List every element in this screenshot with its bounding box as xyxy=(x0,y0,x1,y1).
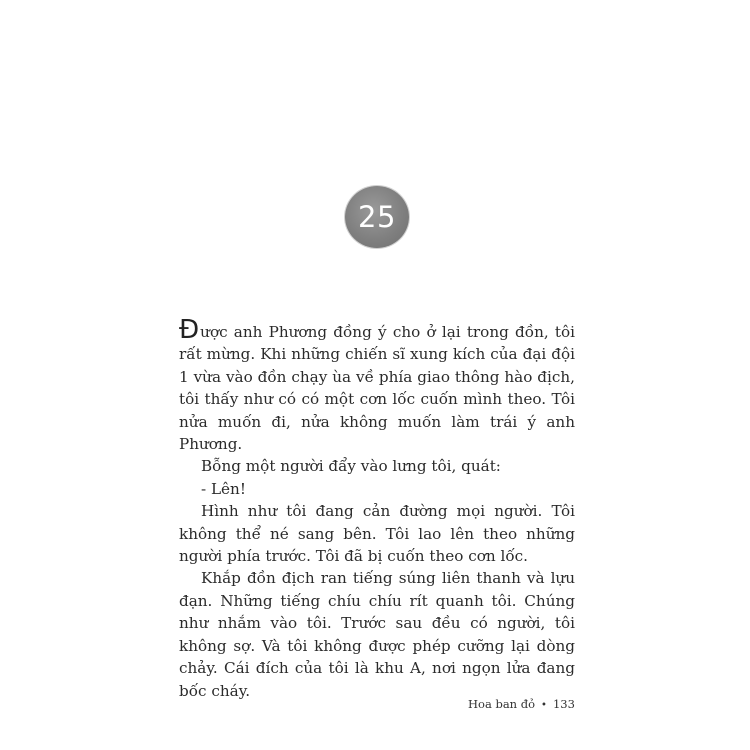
chapter-number-badge xyxy=(345,186,409,248)
chapter-number: 25 xyxy=(358,200,396,234)
chapter-body xyxy=(179,315,575,702)
page-number: 133 xyxy=(552,697,575,711)
running-book-title: Hoa ban đỏ xyxy=(468,697,536,711)
paragraph-1 xyxy=(179,315,575,455)
paragraph-2: Bỗng một người đẩy vào lưng tôi, quát: xyxy=(201,457,501,476)
page-footer xyxy=(468,697,575,711)
paragraph-5: Khắp đồn địch ran tiếng súng liên thanh và lựu đạn. Những tiếng chíu chíu rít quanh tôi. Chúng như nhắm vào tôi. Trước sau đều có người, tôi không sợ. Và tôi không được phép cưỡng lại dòng chảy. Cái đích của tôi là khu A, nơi ngọn lửa đang bốc cháy. xyxy=(179,569,575,700)
paragraph-3: - Lên! xyxy=(201,479,246,498)
footer-separator: • xyxy=(541,700,547,711)
paragraph-4: Hình như tôi đang cản đường mọi người. Tôi không thể né sang bên. Tôi lao lên theo những người phía trước. Tôi đã bị cuốn theo cơn lốc. xyxy=(179,502,575,566)
paragraph-1-text: ược anh Phương đồng ý cho ở lại trong đồn, tôi rất mừng. Khi những chiến sĩ xung kích của đại đội 1 vừa vào đồn chạy ùa về phía giao thông hào địch, tôi thấy như có có một cơn lốc cuốn mình theo. Tôi nửa muốn đi, nửa không muốn làm trái ý anh Phương. xyxy=(179,323,575,454)
drop-cap: Đ xyxy=(179,315,200,345)
